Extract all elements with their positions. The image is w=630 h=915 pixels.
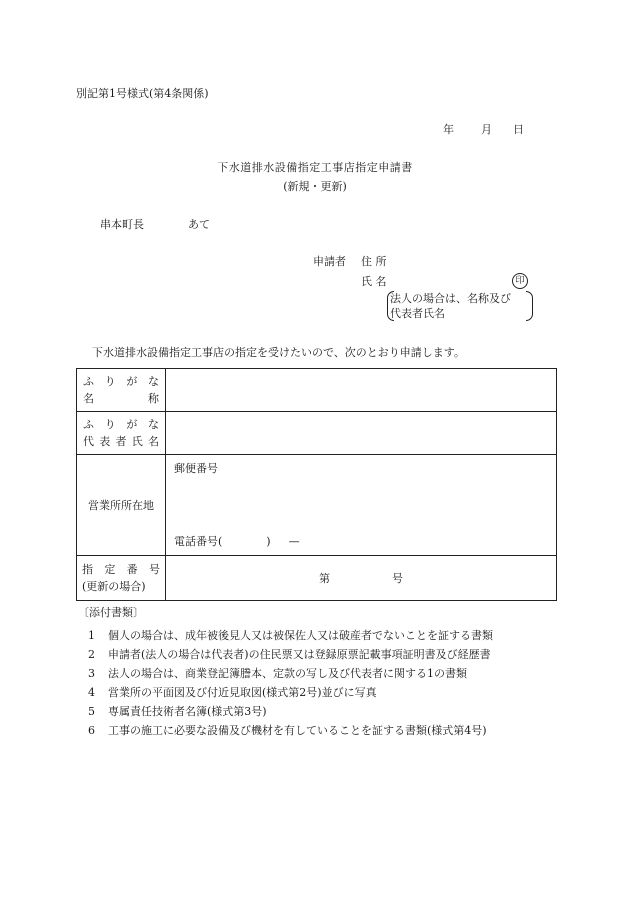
intro-statement: 下水道排水設備指定工事店の指定を受けたいので、次のとおり申請します。 <box>92 346 465 359</box>
table-row <box>77 369 557 412</box>
corp-note-line2: 代表者氏名 <box>390 307 445 320</box>
corporate-note <box>390 291 530 321</box>
designation-number-label <box>77 556 166 601</box>
postal-code-label: 郵便番号 <box>174 462 218 475</box>
label-char: 名 <box>83 392 94 405</box>
label-char: り <box>104 418 116 431</box>
label-char: 表 <box>99 435 111 448</box>
corp-note-bracket-right <box>526 291 533 321</box>
attachment-text: 営業所の平面図及び付近見取図(様式第2号)並びに写真 <box>108 686 377 699</box>
label-char: 番 <box>126 563 138 576</box>
attachment-text: 申請者(法人の場合は代表者)の住民票又は登録原票記載事項証明書及び経歴書 <box>108 648 491 661</box>
label-char: な <box>147 418 159 431</box>
number-prefix: 第 <box>319 571 330 585</box>
address-label: 住 所 <box>361 255 387 268</box>
label-char: 名 <box>148 435 159 448</box>
label-char: 指 <box>82 563 93 576</box>
attachment-number: 6 <box>88 724 95 737</box>
date-month: 月 <box>481 123 492 136</box>
table-row <box>77 412 557 455</box>
attachment-number: 5 <box>88 705 95 718</box>
number-suffix: 号 <box>392 571 403 585</box>
attachment-number: 4 <box>88 686 95 699</box>
representative-name-field[interactable] <box>166 412 557 455</box>
attachment-item <box>88 630 493 641</box>
attachment-item <box>88 725 487 736</box>
phone-number-line <box>174 536 300 547</box>
label-char: な <box>147 375 159 388</box>
addressee <box>100 219 210 230</box>
attachment-number: 3 <box>88 667 95 680</box>
label-char: 定 <box>104 563 116 576</box>
addressee-name: 串本町長 <box>100 218 144 231</box>
attachment-text: 法人の場合は、商業登記簿謄本、定款の写し及び代表者に関する1の書類 <box>108 667 467 680</box>
document-subtitle: (新規・更新) <box>283 180 347 193</box>
label-char: ふ <box>83 375 94 388</box>
corp-note-line1: 法人の場合は、名称及び <box>390 292 511 305</box>
label-char: り <box>104 375 116 388</box>
label-char: ふ <box>83 418 94 431</box>
designation-number-field[interactable] <box>166 556 557 601</box>
phone-dash: — <box>288 535 300 548</box>
label-char: 氏 <box>131 435 143 448</box>
label-char: 者 <box>115 435 127 448</box>
label-char: 代 <box>83 435 94 448</box>
addressee-suffix: あて <box>188 218 210 231</box>
attachment-text: 工事の施工に必要な設備及び機材を有していることを証する書類(様式第4号) <box>108 724 487 737</box>
attachment-text: 個人の場合は、成年被後見人又は被保佐人又は破産者でないことを証する書類 <box>108 629 493 642</box>
document-title: 下水道排水設備指定工事店指定申請書 <box>217 161 413 174</box>
application-table <box>76 368 557 601</box>
form-reference: 別記第1号様式(第4条関係) <box>76 87 209 100</box>
table-row <box>77 556 557 601</box>
label-char: 号 <box>148 563 160 576</box>
office-location-label: 営業所所在地 <box>77 455 166 556</box>
label-char: 称 <box>148 392 159 405</box>
attachment-text: 専属責任技術者名簿(様式第3号) <box>108 705 267 718</box>
attachment-number: 1 <box>88 629 95 642</box>
date-year: 年 <box>443 123 454 136</box>
office-location-field[interactable] <box>166 455 557 556</box>
seal-mark: 印 <box>512 273 528 289</box>
applicant-label: 申請者 <box>313 255 346 268</box>
label-char: が <box>126 418 138 431</box>
label-char: が <box>126 375 138 388</box>
phone-close-paren: ) <box>266 535 271 548</box>
attachment-item <box>88 649 491 660</box>
date-line <box>443 124 524 135</box>
label-furigana-name <box>77 369 166 412</box>
attachment-item <box>88 706 267 717</box>
date-day: 日 <box>513 123 524 136</box>
attachment-item <box>88 668 467 679</box>
renewal-note: (更新の場合) <box>82 580 146 593</box>
attachment-number: 2 <box>88 648 95 661</box>
name-field[interactable] <box>166 369 557 412</box>
name-label: 氏 名 <box>361 275 387 288</box>
attachment-item <box>88 687 377 698</box>
table-row <box>77 455 557 556</box>
attachments-title: 〔添付書類〕 <box>78 606 144 619</box>
phone-label: 電話番号( <box>174 535 223 548</box>
label-furigana-representative <box>77 412 166 455</box>
